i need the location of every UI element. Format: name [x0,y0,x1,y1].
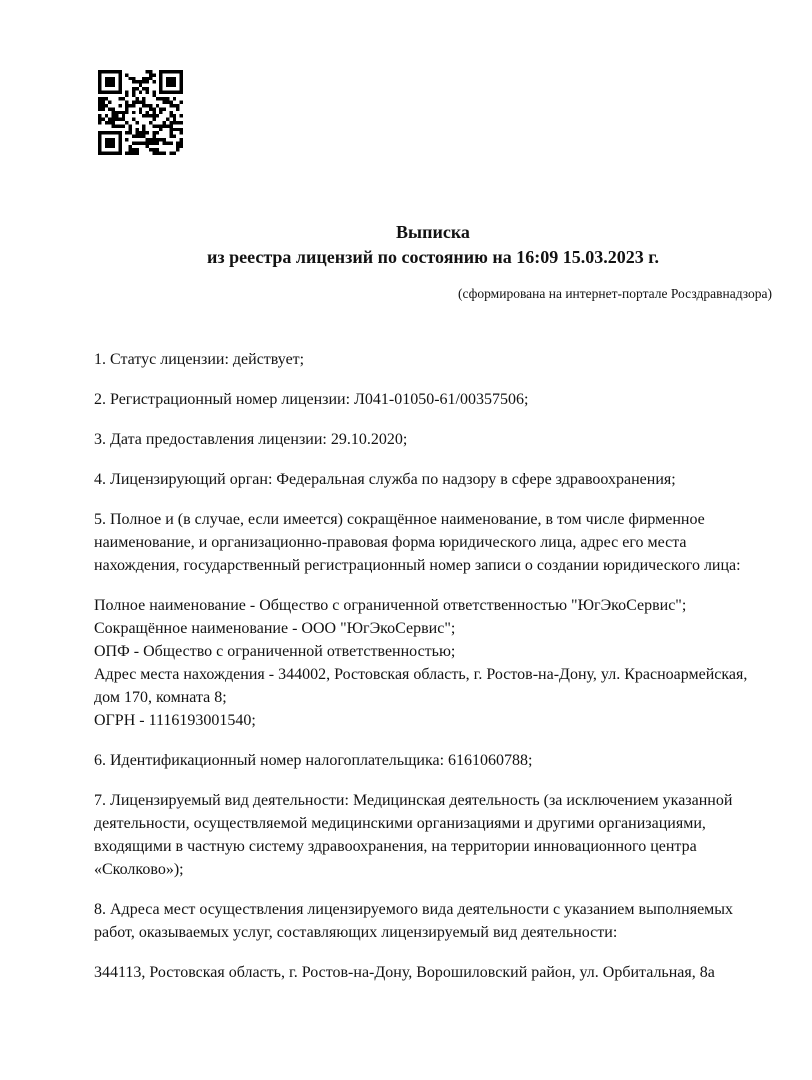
qr-code-icon [98,70,183,155]
activity-address: 344113, Ростовская область, г. Ростов-на-Дону, Ворошиловский район, ул. Орбитальная, 8а [94,964,715,981]
title-line-1: Выписка [396,222,470,242]
org-legal-form: ОПФ - Общество с ограниченной ответственностью; [94,643,456,660]
org-short-name: Сокращённое наименование - ООО "ЮгЭкоСервис"; [94,620,456,637]
organization-details [94,594,772,732]
item-8-addresses-heading: 8. Адреса мест осуществления лицензируемого вида деятельности с указанием выполняемых работ, оказываемых услуг, составляющих лицензируемый вид деятельности: [94,901,734,941]
title-line-2: из реестра лицензий по состоянию на 16:09 15.03.2023 г. [207,247,659,267]
document-title [94,220,772,270]
item-4-licensing-authority: 4. Лицензирующий орган: Федеральная служба по надзору в сфере здравоохранения; [94,471,676,488]
generated-note: (сформирована на интернет-портале Росздравнадзора) [457,286,772,301]
item-6-inn: 6. Идентификационный номер налогоплательщика: 6161060788; [94,752,533,769]
item-2-registration-number: 2. Регистрационный номер лицензии: Л041-01050-61/00357506; [94,391,529,408]
item-5-entity-heading: 5. Полное и (в случае, если имеется) сокращённое наименование, в том числе фирменное наименование, и организационно-правовая форма юридического лица, адрес его места нахождения, государственный регистрационный номер записи о создании юридического лица: [94,511,741,574]
org-full-name: Полное наименование - Общество с ограниченной ответственностью "ЮгЭкоСервис"; [94,597,687,614]
item-1-license-status: 1. Статус лицензии: действует; [94,351,305,368]
item-3-grant-date: 3. Дата предоставления лицензии: 29.10.2020; [94,431,408,448]
item-7-activity-type: 7. Лицензируемый вид деятельности: Медицинская деятельность (за исключением указанной деятельности, осуществляемой медицинскими организациями и другими организациями, входящими в частную систему здравоохранения, на территории инновационного центра «Сколково»); [94,792,733,878]
org-ogrn: ОГРН - 1116193001540; [94,712,256,729]
org-address: Адрес места нахождения - 344002, Ростовская область, г. Ростов-на-Дону, ул. Красноармейская, дом 170, комната 8; [94,666,748,706]
